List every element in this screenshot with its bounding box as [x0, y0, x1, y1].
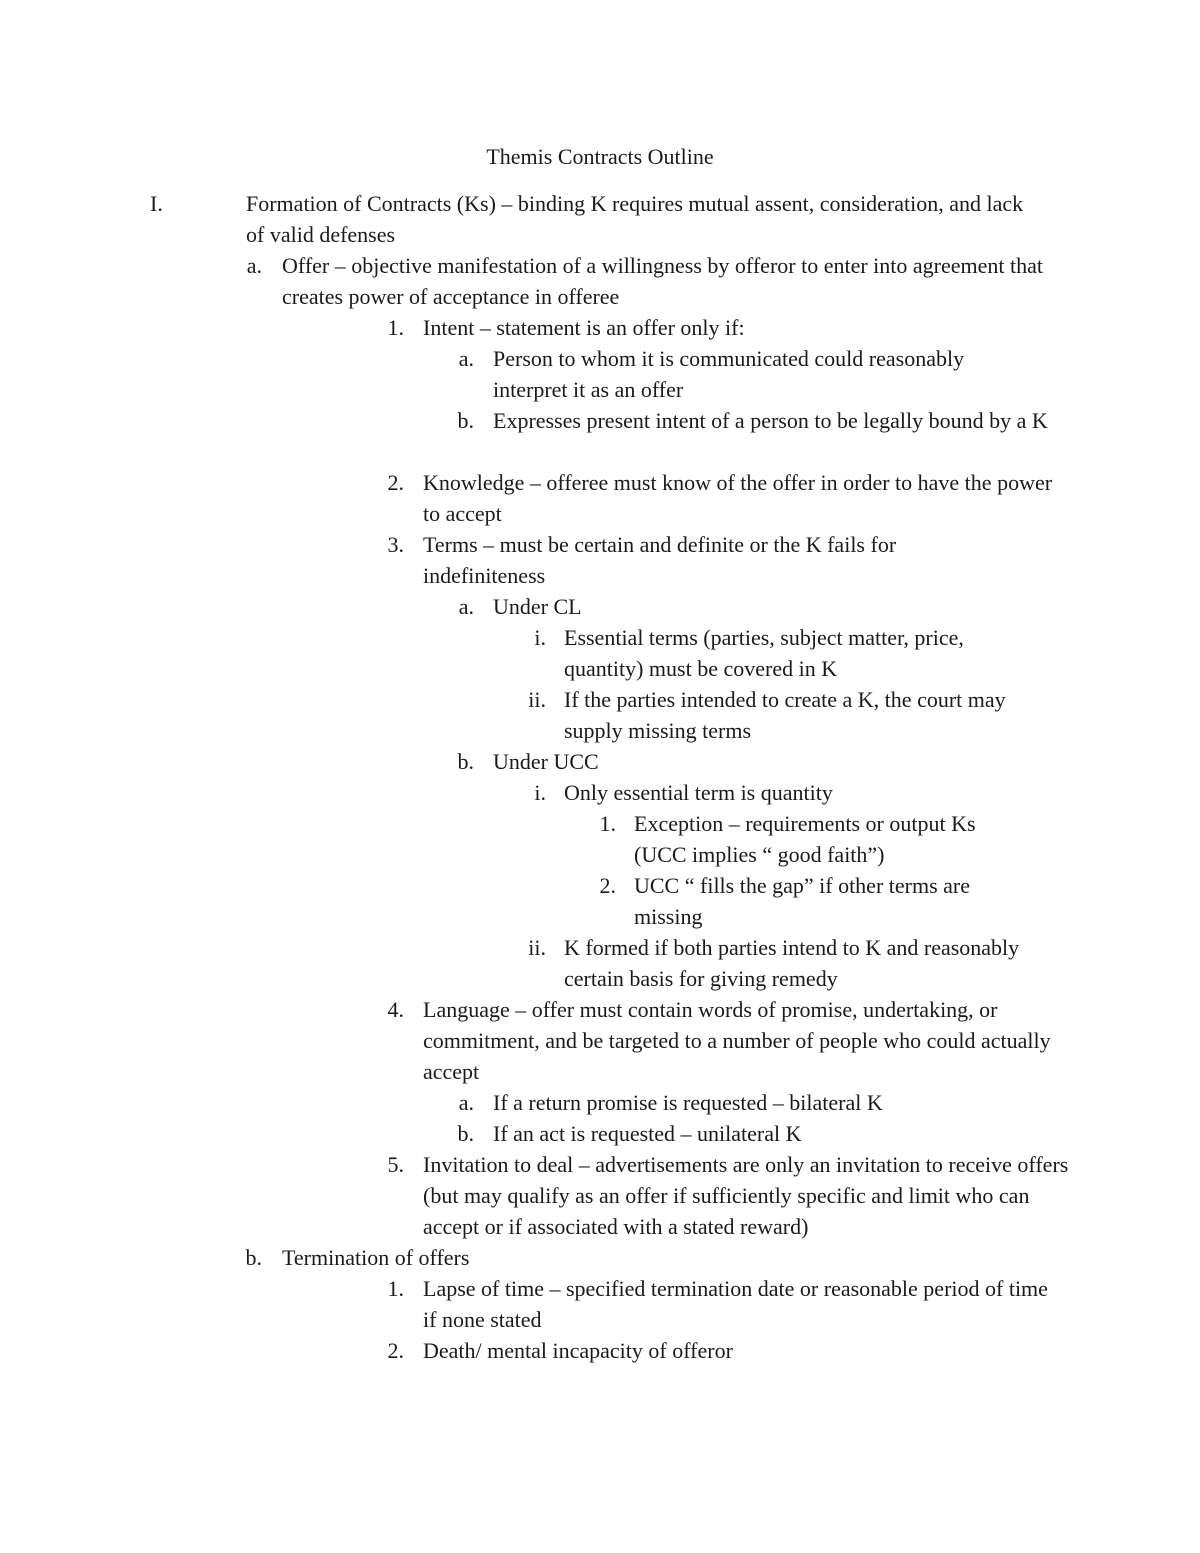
- outline-marker: 2.: [387, 470, 404, 495]
- outline-item-text: Only essential term is quantity: [564, 780, 833, 805]
- outline-item-text: Invitation to deal – advertisements are only an invitation to receive offers (but may qualify as an offer if sufficiently specific and limit who can accept or if associated with a stated reward): [423, 1152, 1069, 1239]
- outline-item-text: If the parties intended to create a K, the court may supply missing terms: [564, 687, 1006, 743]
- outline-item-text: Lapse of time – specified termination date or reasonable period of time if none stated: [423, 1276, 1048, 1332]
- document-title: Themis Contracts Outline: [486, 144, 714, 169]
- outline-marker: b.: [457, 749, 474, 774]
- outline-item-text: If a return promise is requested – bilateral K: [493, 1090, 883, 1115]
- outline-marker: i.: [534, 625, 546, 650]
- outline-marker: a.: [458, 594, 474, 619]
- outline-item-text: Terms – must be certain and definite or the K fails for indefiniteness: [423, 532, 897, 588]
- outline-item-text: UCC “ fills the gap” if other terms are missing: [634, 873, 971, 929]
- outline-marker: b.: [245, 1245, 262, 1270]
- outline-item-text: Knowledge – offeree must know of the offer in order to have the power to accept: [423, 470, 1053, 526]
- outline-marker: i.: [534, 780, 546, 805]
- outline-item-text: Under UCC: [493, 749, 599, 774]
- outline-marker: 1.: [599, 811, 616, 836]
- outline-marker: 2.: [387, 1338, 404, 1363]
- outline-marker: 4.: [387, 997, 404, 1022]
- outline-item-text: Under CL: [493, 594, 582, 619]
- outline-marker: ii.: [528, 935, 546, 960]
- outline-item-text: Termination of offers: [282, 1245, 470, 1270]
- outline-marker: 1.: [387, 315, 404, 340]
- outline-marker: b.: [457, 1121, 474, 1146]
- outline-item-text: Essential terms (parties, subject matter, price, quantity) must be covered in K: [564, 625, 964, 681]
- outline-item-text: Formation of Contracts (Ks) – binding K requires mutual assent, consideration, and lack of valid defenses: [246, 191, 1024, 247]
- outline-marker: ii.: [528, 687, 546, 712]
- outline-marker: I.: [150, 191, 163, 216]
- outline-marker: a.: [458, 346, 474, 371]
- outline-marker: 5.: [387, 1152, 404, 1177]
- outline-item-text: If an act is requested – unilateral K: [493, 1121, 802, 1146]
- outline-marker: a.: [246, 253, 262, 278]
- outline-item-text: Language – offer must contain words of promise, undertaking, or commitment, and be targeted to a number of people who could actually accept: [423, 997, 1051, 1084]
- outline-marker: 3.: [387, 532, 404, 557]
- outline-item-text: Expresses present intent of a person to be legally bound by a K: [493, 408, 1048, 433]
- outline-marker: a.: [458, 1090, 474, 1115]
- outline-item-text: Offer – objective manifestation of a willingness by offeror to enter into agreement that creates power of acceptance in offeree: [282, 253, 1043, 309]
- outline-marker: b.: [457, 408, 474, 433]
- outline-item-text: Intent – statement is an offer only if:: [423, 315, 745, 340]
- outline-item-text: Death/ mental incapacity of offeror: [423, 1338, 733, 1363]
- outline-marker: 1.: [387, 1276, 404, 1301]
- outline-marker: 2.: [599, 873, 616, 898]
- outline-item-text: Exception – requirements or output Ks (UCC implies “ good faith”): [634, 811, 976, 867]
- outline-item-text: Person to whom it is communicated could reasonably interpret it as an offer: [493, 346, 965, 402]
- outline-item-text: K formed if both parties intend to K and reasonably certain basis for giving remedy: [564, 935, 1020, 991]
